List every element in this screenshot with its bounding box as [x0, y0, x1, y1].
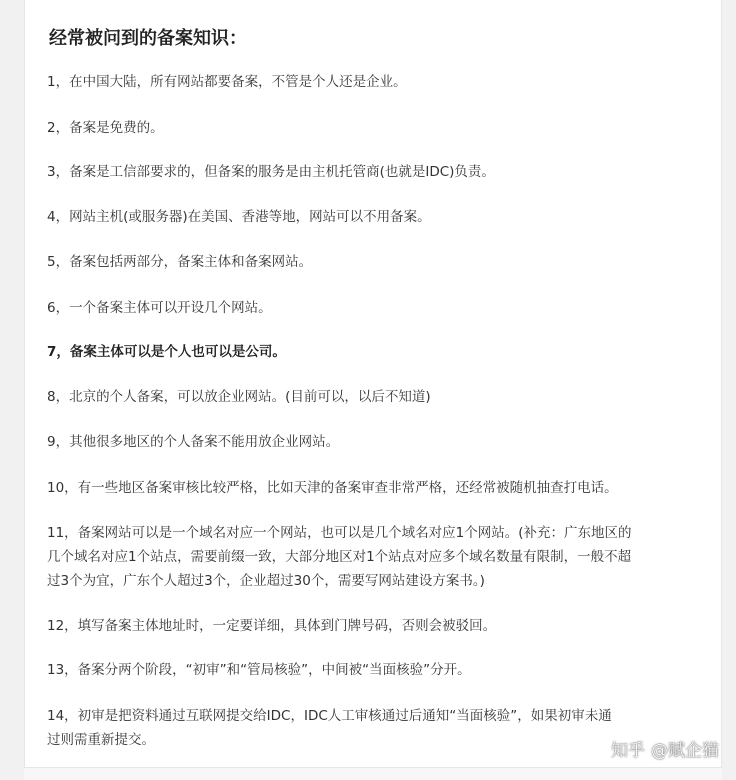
list-item-line: 几个域名对应1个站点，需要前缀一致，大部分地区对1个站点对应多个域名数量有限制，一般不超 [47, 549, 632, 565]
list-item: 3，备案是工信部要求的，但备案的服务是由主机托管商(也就是IDC)负责。 [47, 164, 495, 180]
list-item: 2，备案是免费的。 [47, 120, 164, 136]
list-item: 4，网站主机(或服务器)在美国、香港等地，网站可以不用备案。 [47, 209, 431, 225]
list-item-emphasis: 7，备案主体可以是个人也可以是公司。 [47, 344, 286, 360]
list-item: 6，一个备案主体可以开设几个网站。 [47, 300, 272, 316]
page-footer-band [24, 768, 722, 780]
list-item: 8，北京的个人备案，可以放企业网站。(目前可以，以后不知道) [47, 389, 431, 405]
watermark [611, 736, 719, 761]
list-item-line: 14，初审是把资料通过互联网提交给IDC，IDC人工审核通过后通知“当面核验”，如果初审未通 [47, 708, 612, 724]
list-item: 1，在中国大陆，所有网站都要备案，不管是个人还是企业。 [47, 74, 407, 90]
list-item-line: 过则需重新提交。 [47, 732, 155, 748]
list-item: 5，备案包括两部分，备案主体和备案网站。 [47, 254, 313, 270]
article-title: 经常被问到的备案知识： [49, 28, 247, 49]
list-item-line: 过3个为宜，广东个人超过3个，企业超过30个，需要写网站建设方案书。) [47, 573, 485, 589]
watermark-platform: 知乎 [611, 741, 645, 761]
list-item-multiline [47, 521, 707, 593]
list-item-multiline [47, 704, 707, 752]
list-item: 9，其他很多地区的个人备案不能用放企业网站。 [47, 434, 340, 450]
article-card [24, 0, 722, 768]
list-item: 12，填写备案主体地址时，一定要详细，具体到门牌号码，否则会被驳回。 [47, 618, 497, 634]
list-item: 13，备案分两个阶段，“初审”和“管局核验”，中间被“当面核验”分开。 [47, 662, 471, 678]
list-item-line: 11，备案网站可以是一个域名对应一个网站，也可以是几个域名对应1个网站。(补充：广东地区的 [47, 525, 632, 541]
list-item: 10，有一些地区备案审核比较严格，比如天津的备案审查非常严格，还经常被随机抽查打电话。 [47, 480, 618, 496]
watermark-author: @赋企猫 [651, 741, 719, 761]
